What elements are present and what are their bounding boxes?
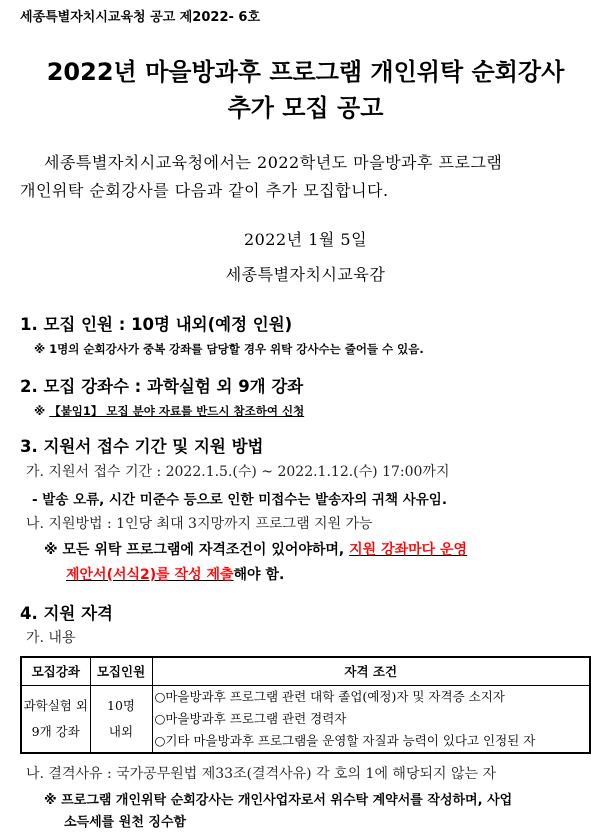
condition-item: ○마을방과후 프로그램 관련 경력자 <box>154 710 347 726</box>
count-line-1: 10명 <box>107 697 135 713</box>
page-subtitle: 추가 모집 공고 <box>227 94 384 122</box>
application-method: 나. 지원방법 : 1인당 최대 3지망까지 프로그램 지원 가능 <box>26 516 373 532</box>
section-3-heading: 3. 지원서 접수 기간 및 지원 방법 <box>20 437 264 456</box>
tax-note-2: 소득세를 원천 징수함 <box>64 815 187 830</box>
notice-date: 2022년 1월 5일 <box>243 230 368 249</box>
condition-item: ○기타 마을방과후 프로그램을 운영할 자질과 능력이 있다고 인정된 자 <box>154 732 536 748</box>
proposal-note-emphasis: 지원 강좌마다 운영 <box>349 542 468 558</box>
col-course: 모집강좌 <box>21 657 90 685</box>
section-4-heading: 4. 지원 자격 <box>20 604 113 623</box>
section-2-heading: 2. 모집 강좌수 : 과학실험 외 9개 강좌 <box>20 377 304 396</box>
course-line-1: 과학실험 외 <box>23 697 88 713</box>
proposal-note-cont <box>66 564 284 584</box>
qualification-table <box>20 656 591 754</box>
count-cell <box>90 685 152 753</box>
section-1-heading: 1. 모집 인원 : 10명 내외(예정 인원) <box>20 315 293 334</box>
intro-line-2: 개인위탁 순회강사를 다음과 같이 추가 모집합니다. <box>20 181 389 200</box>
note-mark: ※ <box>34 404 46 418</box>
proposal-note-text: ※ 모든 위탁 프로그램에 자격조건이 있어야하며, <box>44 542 350 558</box>
proposal-note-end: 해야 함. <box>233 567 285 583</box>
attachment-reference: 【붙임1】 모집 분야 자료를 반드시 참조하여 신청 <box>49 404 305 418</box>
col-count: 모집인원 <box>90 657 152 685</box>
page-title: 2022년 마을방과후 프로그램 개인위탁 순회강사 <box>46 58 565 86</box>
delivery-note: - 발송 오류, 시간 미준수 등으로 인한 미접수는 발송자의 귀책 사유임. <box>32 492 447 508</box>
table-row <box>21 685 590 753</box>
count-line-2: 내외 <box>108 723 134 739</box>
proposal-note <box>44 539 467 559</box>
tax-note-1: ※ 프로그램 개인위탁 순회강사는 개인사업자로서 위수탁 계약서를 작성하며, 사업 <box>44 793 513 808</box>
condition-item: ○마을방과후 프로그램 관련 대학 졸업(예정)자 및 자격증 소지자 <box>154 688 505 704</box>
col-conditions: 자격 조건 <box>152 657 590 685</box>
issuer: 세종특별자치시교육감 <box>225 265 386 284</box>
notice-number: 세종특별자치시교육청 공고 제2022- 6호 <box>20 10 261 25</box>
intro-line-1: 세종특별자치시교육청에서는 2022학년도 마을방과후 프로그램 <box>44 153 503 172</box>
section-1-note: ※ 1명의 순회강사가 중복 강좌를 담당할 경우 위탁 강사수는 줄어들 수 있음. <box>34 342 424 356</box>
table-header-row <box>21 657 590 685</box>
section-2-note <box>34 403 304 419</box>
disqualification: 나. 결격사유 : 국가공무원법 제33조(결격사유) 각 호의 1에 해당되지 않는 자 <box>26 766 496 782</box>
proposal-note-emphasis-2: 제안서(서식2)를 작성 제출 <box>66 567 234 583</box>
course-cell <box>21 685 90 753</box>
conditions-cell <box>152 685 590 753</box>
course-line-2: 9개 강좌 <box>31 723 80 739</box>
application-period: 가. 지원서 접수 기간 : 2022.1.5.(수) ~ 2022.1.12.(수) 17:00까지 <box>26 464 450 480</box>
content-label: 가. 내용 <box>26 630 76 646</box>
